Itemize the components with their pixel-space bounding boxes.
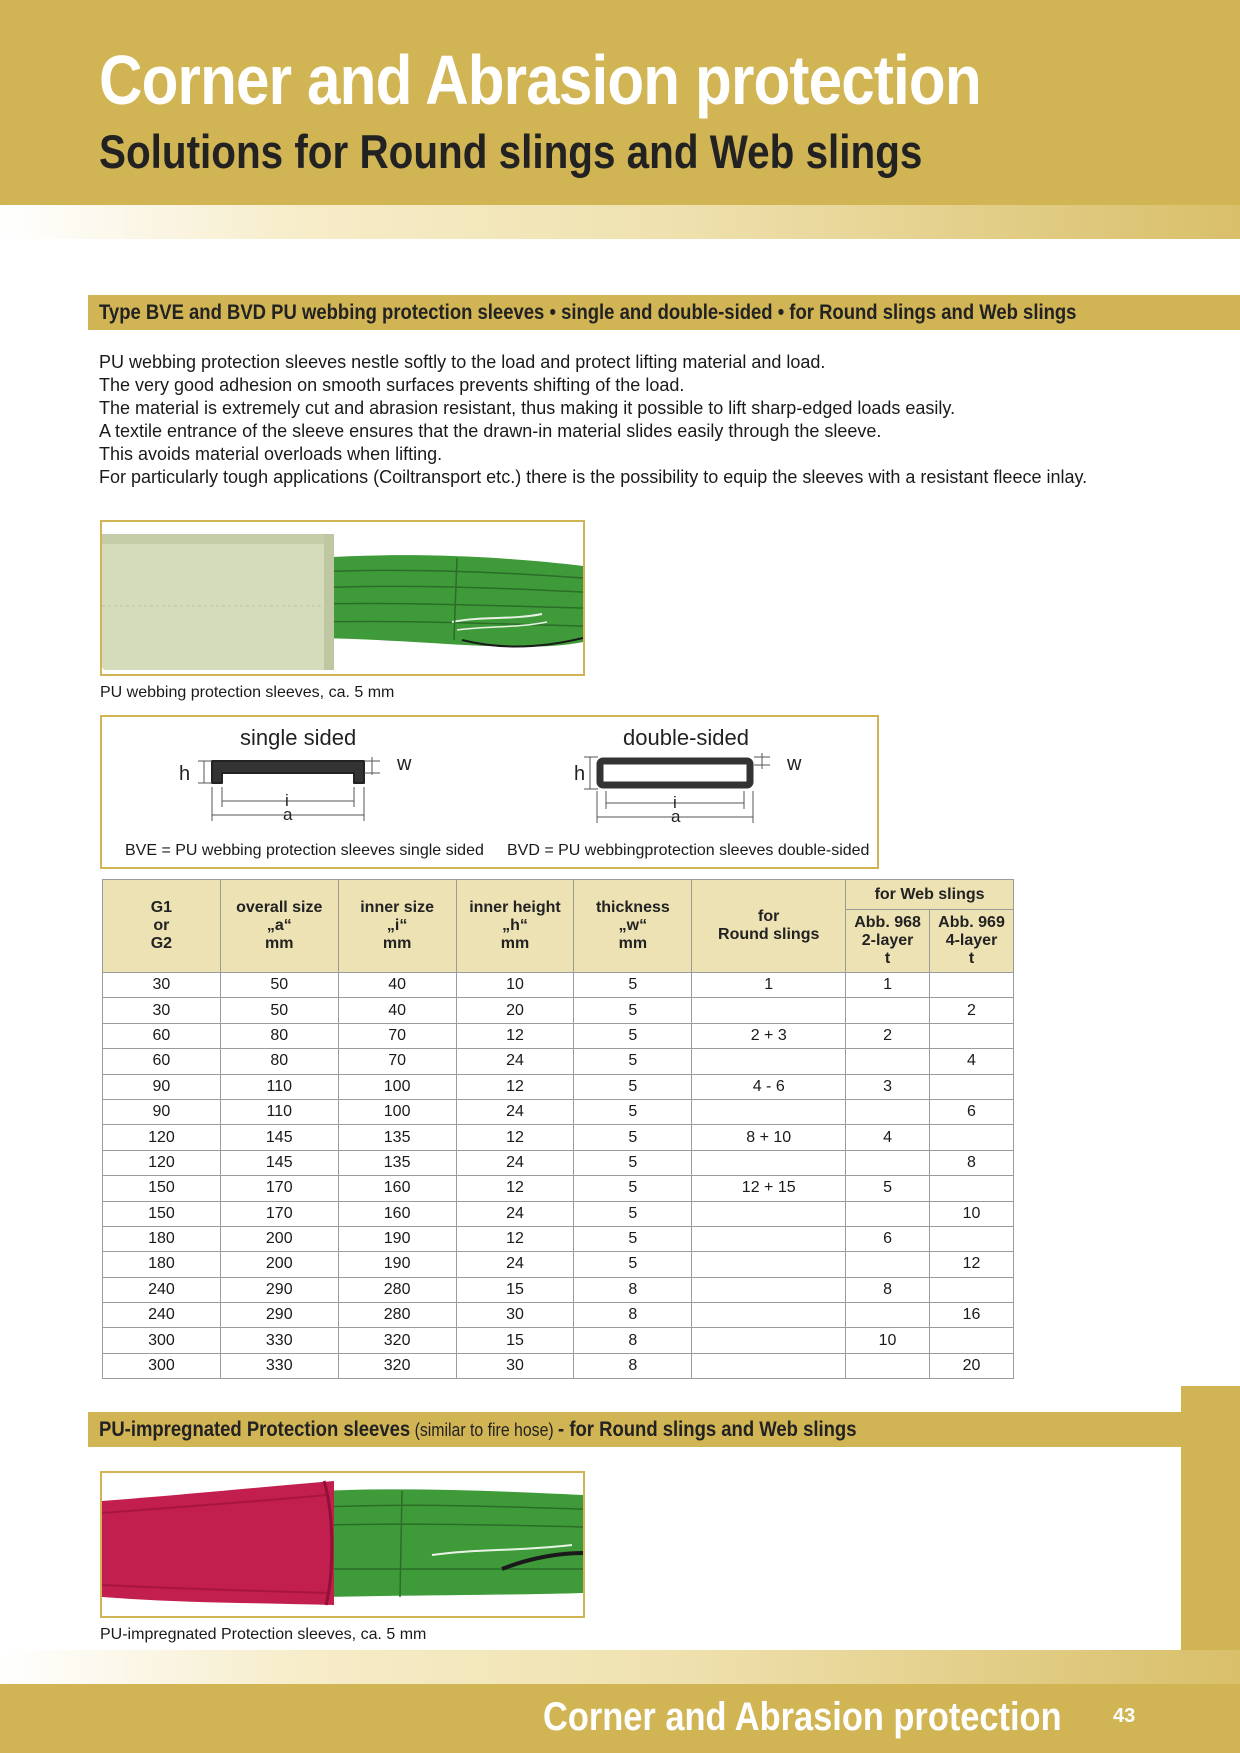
cell-inner-height: 12 [456,1074,574,1099]
cell-overall-size: 330 [220,1353,338,1378]
table-row [103,1023,1014,1048]
col-header-abb-969: Abb. 969 4-layer t [930,910,1014,973]
page-title: Corner and Abrasion protection [99,41,981,119]
cell-inner-size: 190 [338,1226,456,1251]
cell-inner-size: 40 [338,998,456,1023]
table-row [103,1099,1014,1124]
cell-overall-size: 200 [220,1226,338,1251]
cell-abb-969 [930,1226,1014,1251]
cell-g1-g2: 90 [103,1074,221,1099]
dimension-w-double: w [787,753,802,775]
cell-inner-size: 100 [338,1099,456,1124]
cell-abb-968 [846,1049,930,1074]
dimension-h-double: h [574,763,586,785]
table-row [103,1125,1014,1150]
cell-overall-size: 170 [220,1176,338,1201]
dimension-a-double: a [671,807,681,826]
cell-overall-size: 200 [220,1252,338,1277]
cell-abb-968 [846,998,930,1023]
table-row [103,998,1014,1023]
cell-overall-size: 145 [220,1125,338,1150]
cell-inner-size: 280 [338,1303,456,1328]
cell-inner-size: 135 [338,1150,456,1175]
cell-thickness: 5 [574,973,692,998]
cell-round-slings [692,1226,846,1251]
cell-round-slings: 12 + 15 [692,1176,846,1201]
cell-abb-968: 8 [846,1277,930,1302]
cell-round-slings [692,1252,846,1277]
cell-thickness: 5 [574,1099,692,1124]
intro-text [99,351,1087,489]
cell-round-slings: 4 - 6 [692,1074,846,1099]
cell-inner-size: 280 [338,1277,456,1302]
cell-g1-g2: 240 [103,1277,221,1302]
footer-gradient [0,1650,1240,1684]
page-subtitle: Solutions for Round slings and Web slings [99,125,923,178]
col-header-thickness: thickness „w“ mm [574,880,692,973]
cell-abb-968 [846,1201,930,1226]
col-header-g: G1 or G2 [103,880,221,973]
cell-thickness: 5 [574,1176,692,1201]
cell-inner-height: 10 [456,973,574,998]
cell-inner-height: 20 [456,998,574,1023]
table-row [103,1277,1014,1302]
cell-thickness: 5 [574,1150,692,1175]
intro-line: The material is extremely cut and abrasion resistant, thus making it possible to lift sharp-edged loads easily. [99,398,956,418]
header-gradient [0,205,1240,239]
col-header-overall-size: overall size „a“ mm [220,880,338,973]
section-heading-text: Type BVE and BVD PU webbing protection sleeves • single and double-sided • for Round slings and Web slings [99,301,1077,324]
cell-inner-size: 160 [338,1176,456,1201]
cell-inner-size: 40 [338,973,456,998]
sleeve-cross-section-diagram [100,715,879,869]
cell-thickness: 5 [574,1226,692,1251]
section-heading-pu-impregnated [88,1412,1181,1447]
col-header-inner-size: inner size „i“ mm [338,880,456,973]
table-row [103,1201,1014,1226]
cell-round-slings [692,1277,846,1302]
cell-abb-968 [846,1303,930,1328]
cell-overall-size: 50 [220,973,338,998]
table-header-row [103,880,1014,910]
cell-g1-g2: 120 [103,1150,221,1175]
cell-abb-969: 20 [930,1353,1014,1378]
cell-thickness: 5 [574,1252,692,1277]
intro-line: A textile entrance of the sleeve ensures that the drawn-in material slides easily through the sleeve. [99,421,882,441]
single-sided-label: single sided [240,725,357,750]
cell-abb-968 [846,1099,930,1124]
cell-abb-969: 4 [930,1049,1014,1074]
cell-round-slings [692,1049,846,1074]
cell-abb-969: 8 [930,1150,1014,1175]
pu-impregnated-caption: PU-impregnated Protection sleeves, ca. 5 mm [100,1626,427,1643]
cell-inner-size: 320 [338,1328,456,1353]
cell-inner-size: 70 [338,1023,456,1048]
cell-abb-968: 4 [846,1125,930,1150]
cell-round-slings [692,1099,846,1124]
cell-thickness: 8 [574,1303,692,1328]
cell-abb-969: 16 [930,1303,1014,1328]
cell-overall-size: 80 [220,1023,338,1048]
table-row [103,1252,1014,1277]
cell-overall-size: 110 [220,1099,338,1124]
cell-abb-968 [846,1252,930,1277]
heading-bold-part: - for Round slings and Web slings [558,1418,857,1441]
cell-abb-968: 3 [846,1074,930,1099]
cell-inner-size: 100 [338,1074,456,1099]
intro-line: This avoids material overloads when lifting. [99,444,443,464]
cell-g1-g2: 180 [103,1252,221,1277]
cell-abb-969: 10 [930,1201,1014,1226]
cell-abb-968: 2 [846,1023,930,1048]
intro-line: The very good adhesion on smooth surfaces prevents shifting of the load. [99,375,685,395]
dimension-w-single: w [397,753,412,775]
cell-round-slings: 1 [692,973,846,998]
cell-g1-g2: 30 [103,973,221,998]
cell-inner-height: 12 [456,1023,574,1048]
cell-g1-g2: 30 [103,998,221,1023]
intro-line: For particularly tough applications (Coiltransport etc.) there is the possibility to equip the sleeves with a resistant fleece inlay. [99,467,1088,487]
cell-abb-968: 10 [846,1328,930,1353]
intro-line: PU webbing protection sleeves nestle softly to the load and protect lifting material and load. [99,352,826,372]
cell-g1-g2: 60 [103,1023,221,1048]
dimension-h-single: h [179,763,191,785]
cell-overall-size: 170 [220,1201,338,1226]
cell-inner-height: 12 [456,1226,574,1251]
cell-inner-height: 30 [456,1353,574,1378]
table-body [103,973,1014,1379]
cell-round-slings [692,1303,846,1328]
cell-inner-size: 70 [338,1049,456,1074]
dimension-a-single: a [283,805,293,824]
table-row [103,1303,1014,1328]
cell-round-slings [692,1150,846,1175]
cell-thickness: 5 [574,1125,692,1150]
cell-inner-height: 24 [456,1252,574,1277]
cell-thickness: 8 [574,1353,692,1378]
cell-abb-969 [930,1023,1014,1048]
cell-abb-968: 5 [846,1176,930,1201]
table-row [103,1150,1014,1175]
cell-abb-968: 6 [846,1226,930,1251]
cell-g1-g2: 60 [103,1049,221,1074]
cell-overall-size: 290 [220,1277,338,1302]
cell-g1-g2: 240 [103,1303,221,1328]
col-header-abb-968: Abb. 968 2-layer t [846,910,930,973]
sleeve-spec-table [102,879,1014,1379]
cell-inner-size: 135 [338,1125,456,1150]
cell-thickness: 5 [574,1023,692,1048]
cell-g1-g2: 90 [103,1099,221,1124]
table-row [103,1226,1014,1251]
cell-g1-g2: 300 [103,1328,221,1353]
cell-g1-g2: 120 [103,1125,221,1150]
cell-inner-size: 320 [338,1353,456,1378]
heading-light-part: (similar to fire hose) [410,1420,559,1440]
pu-sleeve-image [102,522,583,674]
cell-round-slings [692,998,846,1023]
cell-overall-size: 145 [220,1150,338,1175]
cell-inner-height: 24 [456,1201,574,1226]
footer-title: Corner and Abrasion protection [543,1695,1062,1739]
cell-inner-height: 24 [456,1099,574,1124]
table-row [103,1328,1014,1353]
cell-abb-969 [930,973,1014,998]
cell-g1-g2: 180 [103,1226,221,1251]
cell-inner-height: 15 [456,1277,574,1302]
cell-round-slings: 2 + 3 [692,1023,846,1048]
cell-thickness: 5 [574,1201,692,1226]
double-sided-label: double-sided [623,725,749,750]
cell-inner-height: 24 [456,1150,574,1175]
cell-inner-size: 160 [338,1201,456,1226]
page-number: 43 [1113,1705,1136,1727]
cell-thickness: 5 [574,1049,692,1074]
heading-bold-part: PU-impregnated Protection sleeves [99,1418,411,1441]
cell-abb-969 [930,1074,1014,1099]
cell-round-slings [692,1201,846,1226]
bve-caption: BVE = PU webbing protection sleeves single sided [125,842,484,859]
side-tab-decoration [1181,1386,1240,1650]
cell-inner-height: 30 [456,1303,574,1328]
cell-g1-g2: 150 [103,1201,221,1226]
pu-sleeve-photo [100,520,585,676]
col-group-web-slings: for Web slings [846,880,1014,910]
col-header-inner-height: inner height „h“ mm [456,880,574,973]
cell-overall-size: 50 [220,998,338,1023]
cell-inner-height: 12 [456,1125,574,1150]
cell-g1-g2: 300 [103,1353,221,1378]
cell-abb-969 [930,1125,1014,1150]
cell-abb-969: 6 [930,1099,1014,1124]
table-row [103,1074,1014,1099]
pu-sleeve-caption: PU webbing protection sleeves, ca. 5 mm [100,684,395,701]
table-row [103,1049,1014,1074]
cell-round-slings [692,1353,846,1378]
cell-round-slings [692,1328,846,1353]
cell-abb-969 [930,1277,1014,1302]
table-row [103,973,1014,998]
cell-abb-969: 2 [930,998,1014,1023]
table-row [103,1353,1014,1378]
section-heading-bve-bvd [88,295,1240,330]
cell-overall-size: 80 [220,1049,338,1074]
cell-inner-height: 12 [456,1176,574,1201]
cell-thickness: 8 [574,1328,692,1353]
dimension-i-double: i [673,793,677,812]
cell-thickness: 5 [574,998,692,1023]
cell-inner-height: 15 [456,1328,574,1353]
cell-thickness: 8 [574,1277,692,1302]
col-header-round-slings: for Round slings [692,880,846,973]
section-heading-text [99,1418,856,1442]
cell-abb-969 [930,1176,1014,1201]
cell-abb-968 [846,1150,930,1175]
dimension-i-single: i [285,791,289,810]
bvd-caption: BVD = PU webbingprotection sleeves double-sided [507,842,870,859]
cell-overall-size: 290 [220,1303,338,1328]
cell-abb-968 [846,1353,930,1378]
cell-abb-968: 1 [846,973,930,998]
cell-g1-g2: 150 [103,1176,221,1201]
cell-thickness: 5 [574,1074,692,1099]
pu-impregnated-sleeve-photo [100,1471,585,1618]
pu-impregnated-sleeve-image [102,1473,583,1616]
cell-inner-size: 190 [338,1252,456,1277]
table-row [103,1176,1014,1201]
cell-round-slings: 8 + 10 [692,1125,846,1150]
cell-abb-969: 12 [930,1252,1014,1277]
cell-abb-969 [930,1328,1014,1353]
cell-inner-height: 24 [456,1049,574,1074]
cell-overall-size: 330 [220,1328,338,1353]
cell-overall-size: 110 [220,1074,338,1099]
